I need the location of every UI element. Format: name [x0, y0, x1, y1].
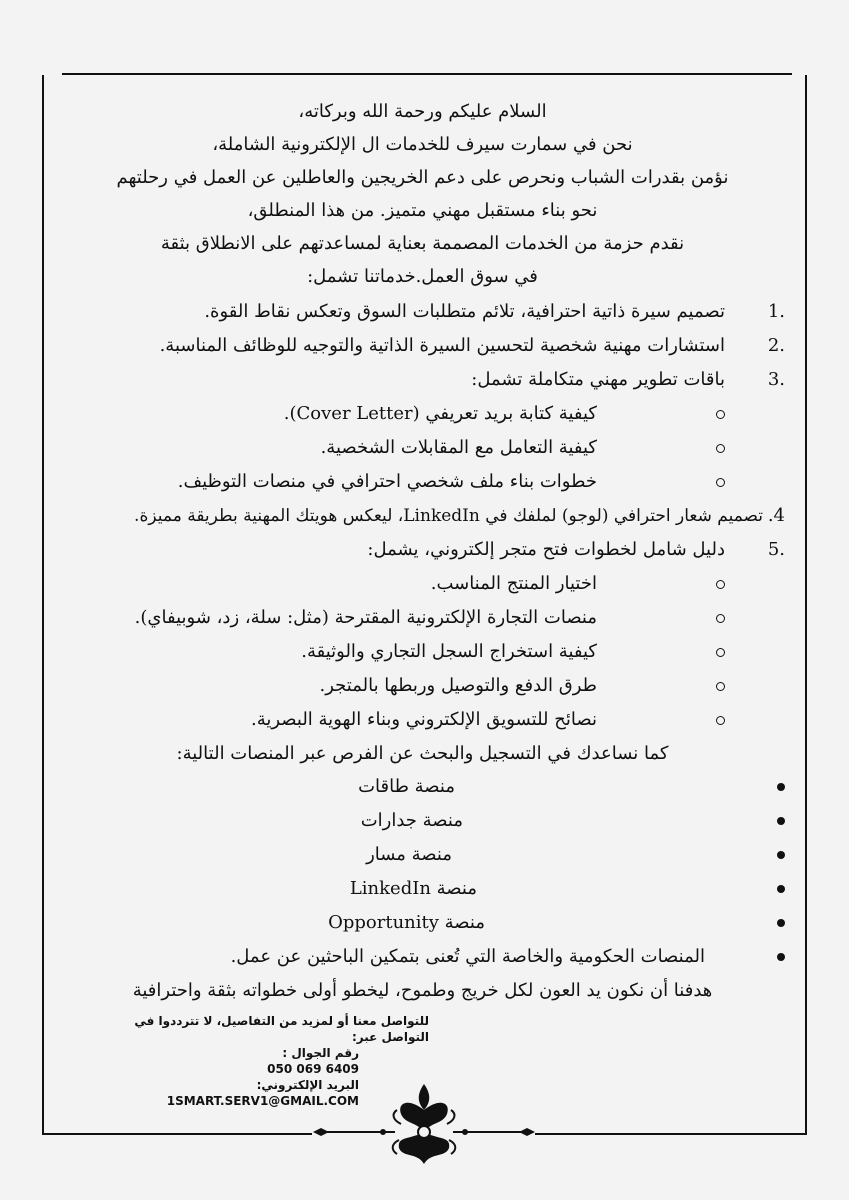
service-number: 4. — [767, 505, 785, 526]
service-number: .1 — [767, 301, 785, 322]
sub-item — [60, 431, 785, 465]
intro-line-3: نؤمن بقدرات الشباب ونحرص على دعم الخريجين والعاطلين عن العمل في رحلتهم — [116, 167, 729, 188]
service-item-2 — [60, 329, 785, 363]
sub-item-text: خطوات بناء ملف شخصي احترافي في منصات التوظيف. — [177, 471, 597, 492]
platform-text: منصة LinkedIn — [349, 878, 477, 899]
floral-ornament-icon — [313, 1080, 535, 1168]
sub-item-text: اختيار المنتج المناسب. — [430, 573, 597, 594]
hollow-bullet-icon — [716, 682, 725, 691]
sub-item — [60, 601, 785, 635]
service-text: تصميم سيرة ذاتية احترافية، تلائم متطلبات السوق وتعكس نقاط القوة. — [204, 301, 725, 322]
intro-line-5: نقدم حزمة من الخدمات المصممة بعناية لمساعدتهم على الانطلاق بثقة — [160, 233, 685, 254]
hollow-bullet-icon — [716, 580, 725, 589]
service-item-5 — [60, 533, 785, 567]
frame-bottom-left-border — [42, 1133, 312, 1135]
hollow-bullet-icon — [716, 716, 725, 725]
phone-number[interactable]: 050 069 6409 — [267, 1062, 359, 1076]
closing-line: هدفنا أن نكون يد العون لكل خريج وطموح، ليخطو أولى خطواته بثقة واحترافية — [132, 980, 713, 1001]
bullet-icon — [777, 851, 785, 859]
platform-text: منصة Opportunity — [328, 912, 485, 933]
sub-item — [60, 465, 785, 499]
sub-item-text: طرق الدفع والتوصيل وربطها بالمتجر. — [319, 675, 597, 696]
hollow-bullet-icon — [716, 478, 725, 487]
service-item-4 — [60, 499, 785, 533]
intro-line-1: السلام عليكم ورحمة الله وبركاته، — [298, 101, 547, 122]
platform-item — [60, 906, 785, 940]
platform-item — [60, 940, 785, 974]
service-number: .5 — [767, 539, 785, 560]
sub-item — [60, 703, 785, 737]
bullet-icon — [777, 919, 785, 927]
sub-item-text: كيفية كتابة بريد تعريفي (Cover Letter). — [283, 403, 597, 424]
sub-item-text: كيفية استخراج السجل التجاري والوثيقة. — [301, 641, 597, 662]
platform-text: منصة جدارات — [360, 810, 463, 831]
sub-item — [60, 567, 785, 601]
intro-line-2: نحن في سمارت سيرف للخدمات ال الإلكترونية الشاملة، — [212, 134, 633, 155]
platform-item — [60, 872, 785, 906]
service-text: استشارات مهنية شخصية لتحسين السيرة الذاتية والتوجيه للوظائف المناسبة. — [159, 335, 725, 356]
frame-top-border — [62, 73, 792, 75]
contact-intro: للتواصل معنا أو لمزيد من التفاصيل، لا تترددوا في التواصل عبر: — [134, 1014, 429, 1044]
bullet-icon — [777, 817, 785, 825]
frame-left-border — [42, 75, 44, 1135]
service-number: .2 — [767, 335, 785, 356]
phone-label: رقم الجوال : — [282, 1046, 359, 1060]
hollow-bullet-icon — [716, 410, 725, 419]
platform-item — [60, 804, 785, 838]
platform-text: منصة طاقات — [358, 776, 455, 797]
email-label: البريد الإلكتروني: — [256, 1078, 359, 1092]
platform-text: المنصات الحكومية والخاصة التي تُعنى بتمكين الباحثين عن عمل. — [230, 946, 705, 967]
intro-line-6: في سوق العمل.خدماتنا تشمل: — [307, 266, 538, 287]
platform-text: منصة مسار — [366, 844, 452, 865]
document-body — [60, 95, 785, 1007]
platform-item — [60, 770, 785, 804]
bullet-icon — [777, 783, 785, 791]
sub-item-text: كيفية التعامل مع المقابلات الشخصية. — [320, 437, 597, 458]
service-text: تصميم شعار احترافي (لوجو) لملفك في LinkedIn، ليعكس هويتك المهنية بطريقة مميزة. — [134, 506, 763, 526]
intro-line-4: نحو بناء مستقبل مهني متميز. من هذا المنطلق، — [247, 200, 598, 221]
service-number: .3 — [767, 369, 785, 390]
service-text: دليل شامل لخطوات فتح متجر إلكتروني، يشمل: — [367, 539, 725, 560]
service-item-3 — [60, 363, 785, 397]
bullet-icon — [777, 885, 785, 893]
frame-bottom-right-border — [535, 1133, 807, 1135]
sub-item — [60, 635, 785, 669]
bullet-icon — [777, 953, 785, 961]
email-address[interactable]: 1SMART.SERV1@GMAIL.COM — [166, 1094, 359, 1108]
platform-item — [60, 838, 785, 872]
frame-right-border — [805, 75, 807, 1135]
service-text: باقات تطوير مهني متكاملة تشمل: — [471, 369, 725, 390]
sub-item — [60, 669, 785, 703]
hollow-bullet-icon — [716, 614, 725, 623]
sub-item — [60, 397, 785, 431]
platforms-intro: كما نساعدك في التسجيل والبحث عن الفرص عبر المنصات التالية: — [176, 743, 669, 764]
hollow-bullet-icon — [716, 648, 725, 657]
service-item-1 — [60, 295, 785, 329]
sub-item-text: نصائح للتسويق الإلكتروني وبناء الهوية البصرية. — [250, 709, 597, 730]
hollow-bullet-icon — [716, 444, 725, 453]
sub-item-text: منصات التجارة الإلكترونية المقترحة (مثل: سلة، زد، شوبيفاي). — [134, 607, 597, 628]
